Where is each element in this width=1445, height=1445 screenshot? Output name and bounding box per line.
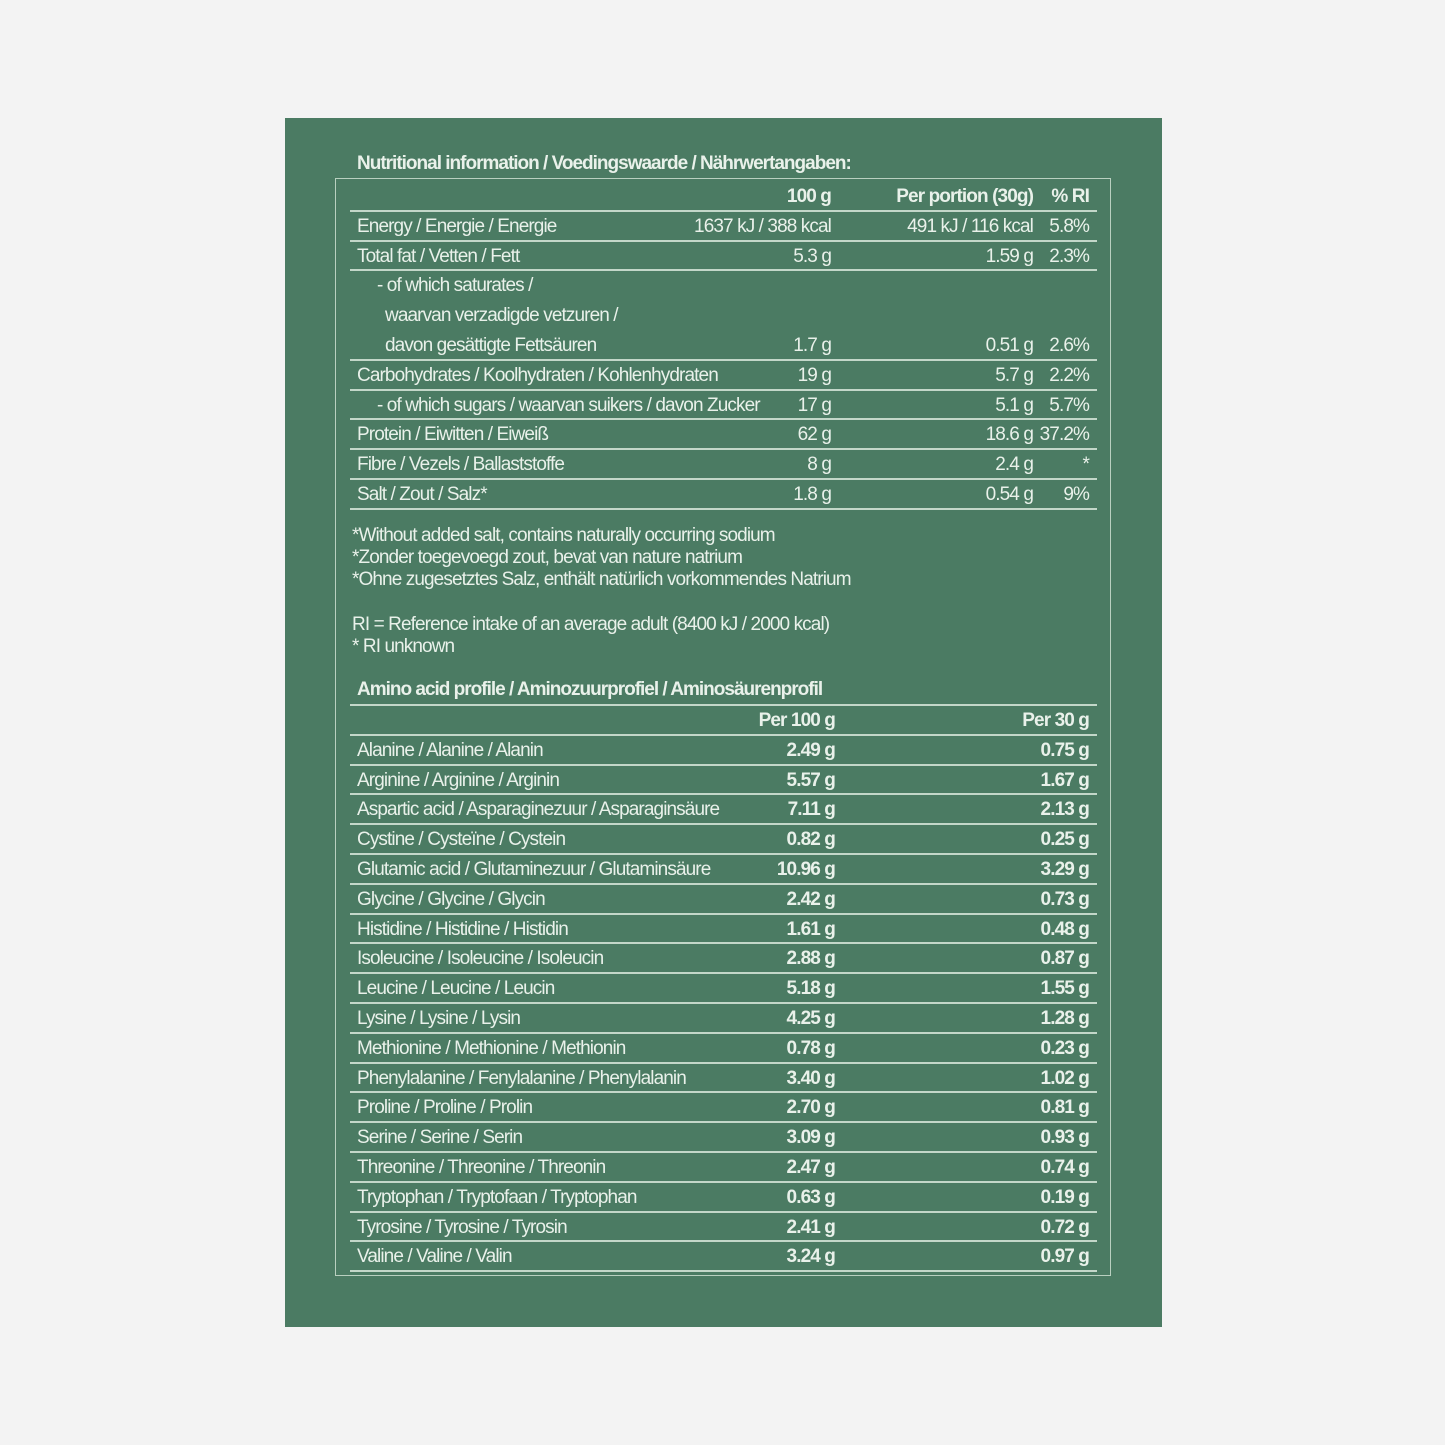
header-portion: Per portion (30g) [896, 186, 1033, 207]
amino-row [350, 1153, 1097, 1183]
amino-label: Tyrosine / Tyrosine / Tyrosin [357, 1216, 567, 1238]
amino-label: Arginine / Arginine / Arginin [357, 769, 560, 791]
row-label: - of which sugars / waarvan suikers / davon Zucker [377, 394, 760, 416]
amino-label: Isoleucine / Isoleucine / Isoleucin [357, 948, 604, 970]
amino-per100: 3.09 g [786, 1127, 835, 1149]
row-label: waarvan verzadigde vetzuren / [385, 305, 618, 327]
value-100g: 1.7 g [793, 334, 831, 356]
amino-label: Methionine / Methionine / Methionin [357, 1037, 626, 1059]
amino-per100: 3.24 g [786, 1246, 835, 1268]
amino-per30: 1.02 g [1040, 1067, 1089, 1089]
amino-row [350, 1064, 1097, 1094]
nutrition-title: Nutritional information / Voedingswaarde / Nährwertangaben: [357, 153, 851, 174]
amino-row [350, 1213, 1097, 1243]
amino-per100: 2.49 g [786, 739, 835, 761]
nutrition-header-row [350, 182, 1097, 212]
nutrition-row [350, 361, 1097, 391]
amino-table [350, 704, 1097, 1272]
amino-row [350, 1123, 1097, 1153]
amino-row [350, 1242, 1097, 1272]
value-100g: 1.8 g [793, 483, 831, 505]
value-ri: 5.8% [1049, 215, 1089, 237]
amino-row [350, 1034, 1097, 1064]
amino-label: Alanine / Alanine / Alanin [357, 739, 543, 761]
amino-label: Serine / Serine / Serin [357, 1127, 523, 1149]
amino-per30: 0.73 g [1040, 888, 1089, 910]
amino-per30: 0.75 g [1040, 739, 1089, 761]
amino-label: Leucine / Leucine / Leucin [357, 978, 555, 1000]
amino-per30: 0.97 g [1040, 1246, 1089, 1268]
nutrition-row [350, 391, 1097, 421]
row-label: Energy / Energie / Energie [357, 215, 557, 237]
amino-per30: 0.74 g [1040, 1156, 1089, 1178]
amino-row [350, 736, 1097, 766]
amino-per100: 0.82 g [786, 829, 835, 851]
amino-per30: 0.25 g [1040, 829, 1089, 851]
footnote-de: *Ohne zugesetztes Salz, enthält natürlich vorkommendes Natrium [352, 569, 851, 590]
row-label: Fibre / Vezels / Ballaststoffe [357, 454, 565, 476]
amino-per100: 5.57 g [786, 769, 835, 791]
value-portion: 2.4 g [995, 454, 1033, 476]
amino-per30: 1.67 g [1040, 769, 1089, 791]
value-portion: 5.1 g [995, 394, 1033, 416]
nutrition-row-cont [350, 271, 1097, 301]
amino-label: Proline / Proline / Prolin [357, 1097, 533, 1119]
nutrition-label-panel [285, 118, 1162, 1327]
row-label: Protein / Eiwitten / Eiweiß [357, 424, 549, 446]
header-ri: % RI [1051, 186, 1089, 207]
header-100g: 100 g [786, 186, 831, 207]
nutrition-row-cont [350, 301, 1097, 331]
value-portion: 5.7 g [995, 364, 1033, 386]
amino-per30: 0.72 g [1040, 1216, 1089, 1238]
amino-row [350, 944, 1097, 974]
amino-header-row [350, 706, 1097, 736]
amino-per100: 1.61 g [786, 918, 835, 940]
amino-row [350, 1093, 1097, 1123]
ri-note: RI = Reference intake of an average adult (8400 kJ / 2000 kcal) [352, 614, 830, 635]
amino-per30: 0.93 g [1040, 1127, 1089, 1149]
amino-per100: 2.70 g [786, 1097, 835, 1119]
amino-label: Aspartic acid / Asparaginezuur / Asparaginsäure [357, 799, 720, 821]
amino-row [350, 974, 1097, 1004]
amino-label: Phenylalanine / Fenylalanine / Phenylalanin [357, 1067, 686, 1089]
header-per100: Per 100 g [758, 710, 835, 731]
amino-per30: 0.81 g [1040, 1097, 1089, 1119]
amino-row [350, 766, 1097, 796]
nutrition-row [350, 242, 1097, 272]
amino-per30: 0.87 g [1040, 948, 1089, 970]
value-100g: 8 g [807, 454, 831, 476]
amino-per100: 0.78 g [786, 1037, 835, 1059]
value-portion: 18.6 g [985, 424, 1033, 446]
amino-label: Cystine / Cysteïne / Cystein [357, 829, 566, 851]
amino-per100: 2.88 g [786, 948, 835, 970]
footnotes [352, 525, 851, 591]
nutrition-row [350, 420, 1097, 450]
amino-per100: 2.41 g [786, 1216, 835, 1238]
value-ri: 5.7% [1049, 394, 1089, 416]
amino-per30: 0.48 g [1040, 918, 1089, 940]
amino-row [350, 825, 1097, 855]
amino-row [350, 915, 1097, 945]
row-label: - of which saturates / [377, 275, 533, 297]
row-label: Salt / Zout / Salz* [357, 483, 487, 505]
nutrition-row [350, 450, 1097, 480]
amino-row [350, 855, 1097, 885]
amino-per100: 2.47 g [786, 1156, 835, 1178]
amino-label: Glycine / Glycine / Glycin [357, 888, 545, 910]
amino-label: Threonine / Threonine / Threonin [357, 1156, 606, 1178]
value-ri: 9% [1063, 483, 1089, 505]
amino-per100: 5.18 g [786, 978, 835, 1000]
value-100g: 5.3 g [793, 245, 831, 267]
amino-label: Valine / Valine / Valin [357, 1246, 512, 1268]
value-portion: 491 kJ / 116 kcal [907, 215, 1033, 237]
value-ri: 37.2% [1039, 424, 1089, 446]
row-label: davon gesättigte Fettsäuren [385, 334, 597, 356]
amino-per30: 1.55 g [1040, 978, 1089, 1000]
amino-per100: 7.11 g [787, 799, 835, 821]
header-per30: Per 30 g [1022, 710, 1089, 731]
value-portion: 0.54 g [985, 483, 1033, 505]
nutrition-row [350, 212, 1097, 242]
amino-per30: 3.29 g [1040, 858, 1089, 880]
ri-unknown: * RI unknown [352, 636, 455, 657]
amino-per100: 2.42 g [786, 888, 835, 910]
amino-per100: 10.96 g [776, 858, 835, 880]
footnote-nl: *Zonder toegevoegd zout, bevat van nature natrium [352, 547, 743, 568]
footnote-en: *Without added salt, contains naturally occurring sodium [352, 525, 775, 546]
amino-per30: 0.19 g [1040, 1186, 1089, 1208]
value-100g: 1637 kJ / 388 kcal [694, 215, 831, 237]
value-100g: 62 g [797, 424, 831, 446]
amino-per100: 3.40 g [786, 1067, 835, 1089]
value-ri: * [1082, 454, 1089, 476]
value-100g: 17 g [797, 394, 831, 416]
value-portion: 0.51 g [985, 334, 1033, 356]
value-ri: 2.2% [1049, 364, 1089, 386]
amino-row [350, 885, 1097, 915]
amino-per30: 0.23 g [1040, 1037, 1089, 1059]
nutrition-row [350, 331, 1097, 361]
value-ri: 2.6% [1049, 334, 1089, 356]
amino-per30: 1.28 g [1040, 1007, 1089, 1029]
amino-title: Amino acid profile / Aminozuurprofiel / Aminosäurenprofil [357, 679, 823, 700]
nutrition-row [350, 480, 1097, 510]
amino-label: Lysine / Lysine / Lysin [357, 1007, 521, 1029]
amino-per100: 4.25 g [786, 1007, 835, 1029]
amino-per30: 2.13 g [1040, 799, 1089, 821]
amino-per100: 0.63 g [786, 1186, 835, 1208]
value-portion: 1.59 g [985, 245, 1033, 267]
nutrition-table [350, 182, 1097, 510]
row-label: Carbohydrates / Koolhydraten / Kohlenhydraten [357, 364, 718, 386]
row-label: Total fat / Vetten / Fett [357, 245, 520, 267]
amino-label: Glutamic acid / Glutaminezuur / Glutaminsäure [357, 858, 711, 880]
value-100g: 19 g [797, 364, 831, 386]
value-ri: 2.3% [1049, 245, 1089, 267]
amino-row [350, 1004, 1097, 1034]
ri-notes [352, 614, 829, 658]
amino-label: Tryptophan / Tryptofaan / Tryptophan [357, 1186, 637, 1208]
amino-row [350, 795, 1097, 825]
amino-row [350, 1183, 1097, 1213]
amino-label: Histidine / Histidine / Histidin [357, 918, 568, 940]
